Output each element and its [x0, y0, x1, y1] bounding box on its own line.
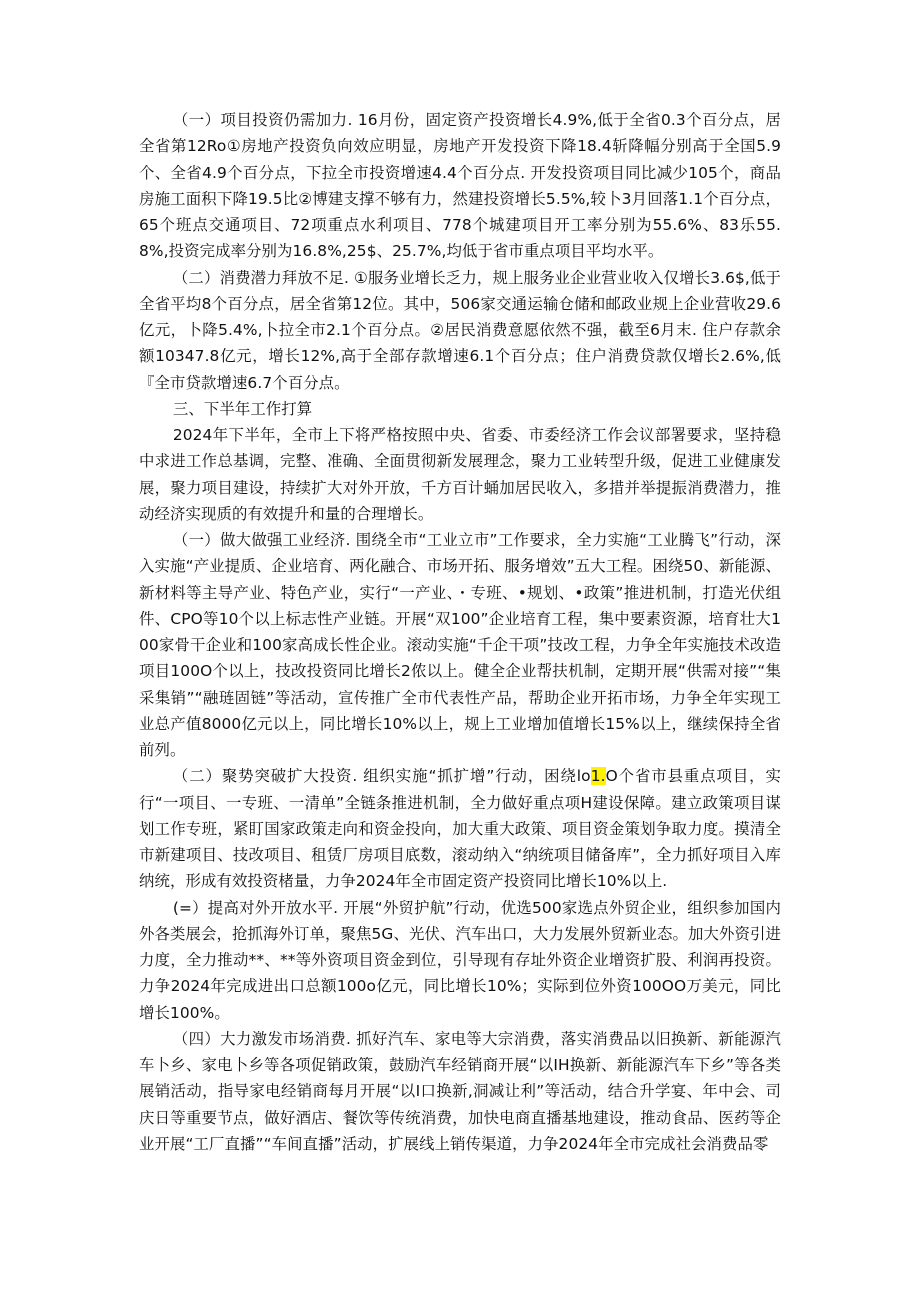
- highlighted-text: 1.: [590, 767, 606, 786]
- paragraph-consumption-potential: （二）消费潜力拜放不足. ①服务业增长乏力，规上服务业企业营业收入仅增长3.6$,低于全省平均8个百分点，居全省第12位。其中，506家交通运输仓储和邮政业规上企业营收29.6亿元，卜降5.4%,卜拉全市2.1个百分点。②居民消费意愿依然不强，截至6月末. 住户存款余额10347.8亿元，增长12%,高于全部存款增速6.1个百分点；住户消费贷款仅增长2.6%,低『全市贷款增速6.7个百分点。: [139, 268, 781, 392]
- expand-investment-text-before: （二）聚势突破扩大投资. 组织实施“抓扩增”行动，困绕lo: [172, 767, 591, 786]
- paragraph-opening-up: (=）提高对外开放水平. 开展“外贸护航”行动，优选500家选点外贸企业，组织参加国内外各类展会，抢抓海外订单，聚焦5G、光伏、汽车出口，大力发展外贸新业态。加大外资引进力度，全力推动**、**等外资项目资金到位，引导现有存址外资企业增资扩股、利润再投资。力争2024年完成进出口总额100o亿元，同比增长10%；实际到位外资100OO万美元，同比增长100%。: [139, 898, 781, 1022]
- section-heading-second-half-plan: 三、下半年工作打算: [172, 399, 313, 418]
- paragraph-project-investment: （一）项目投资仍需加力. 16月份，固定资产投资增长4.9%,低于全省0.3个百分点，居全省第12Ro①房地产投资负向效应明显，房地产开发投资下降18.4斩降幅分别高于全国5.9个、全省4.9个百分点，下拉全市投资增速4.4个百分点. 开发投资项目同比减少105个，商品房施工面积下降19.5比②博建支撑不够有力，然建投资增长5.5%,较卜3月回落1.1个百分点，65个班点交通项目、72项重点水利项目、778个城建项目开工率分别为55.6%、83乐55.8%,投资完成率分别为16.8%,25$、25.7%,均低于省市重点项目平均水平。: [139, 111, 781, 261]
- document-page: [139, 107, 781, 1157]
- paragraph-market-consumption: （四）大力激发市场消费. 抓好汽车、家电等大宗消费，落实消费品以旧换新、新能源汽车卜乡、家电卜乡等各项促销政策，鼓励汽车经销商开展“以IH换新、新能源汽车下乡”等各类展销活动，指导家电经销商每月开展“以I口换新,洞减让利”等活动，结合升学宴、年中会、司庆日等重要节点，做好酒店、餐饮等传统消费，加快电商直播基地建设，推动食品、医药等企业开展“工厂直播”“车间直播”活动，扩展线上销传渠道，力争2024年全市完成社会消费品零: [139, 1029, 781, 1153]
- paragraph-second-half-overview: 2024年下半年，全市上下将严格按照中央、省委、市委经济工作会议部署要求，坚持稳中求进工作总基调，完整、准确、全面贯彻新发展理念，聚力工业转型升级，促进工业健康发展，聚力项目建设，持续扩大对外开放，千方百计蛹加居民收入，多措并举提振消费潜力，推动经济实现质的有效提升和量的合理增长。: [139, 426, 781, 523]
- expand-investment-text-after: O个省市县重点项目，实行“一项目、一专班、一清单”全链条推进机制，全力做好重点项H建设保障。建立政策项目谋划工作专班，紧盯国家政策走向和资金投向，加大重大政策、项目资金策划争取力度。摸清全市新建项目、技改项目、租赁厂房项目底数，滚动纳入“纳统项目储备库”，全力抓好项目入库纳统，形成有效投资楮量，力争2024年全市固定资产投资同比增长10%以上.: [139, 767, 781, 891]
- paragraph-expand-investment: [139, 763, 781, 894]
- paragraph-industrial-economy: （一）做大做强工业经济. 围绕全市“工业立市”工作要求，全力实施“工业腾飞”行动，深入实施“产业提质、企业培育、两化融合、市场开拓、服务增效”五大工程。困绕50、新能源、新材料等主导产业、特色产业，实行“一产业、・专班、•规划、•政策”推进机制，打造光伏组件、CPO等10个以上标志性产业链。开展“双100”企业培育工程，集中要素资源，培育壮大100家骨干企业和100家高成长性企业。滚动实施“千企干项”技改工程，力争全年实施技术改造项目100O个以上，技改投资同比增长2侬以上。健全企业帮扶机制，定期开展“供需对接”“集采集销”“融琏固链”等活动，宣传推广全市代表性产品，帮助企业开拓市场，力争全年实现工业总产值8000亿元以上，同比增长10%以上，规上工业增加值增长15%以上，继续保持全省前列。: [139, 531, 781, 759]
